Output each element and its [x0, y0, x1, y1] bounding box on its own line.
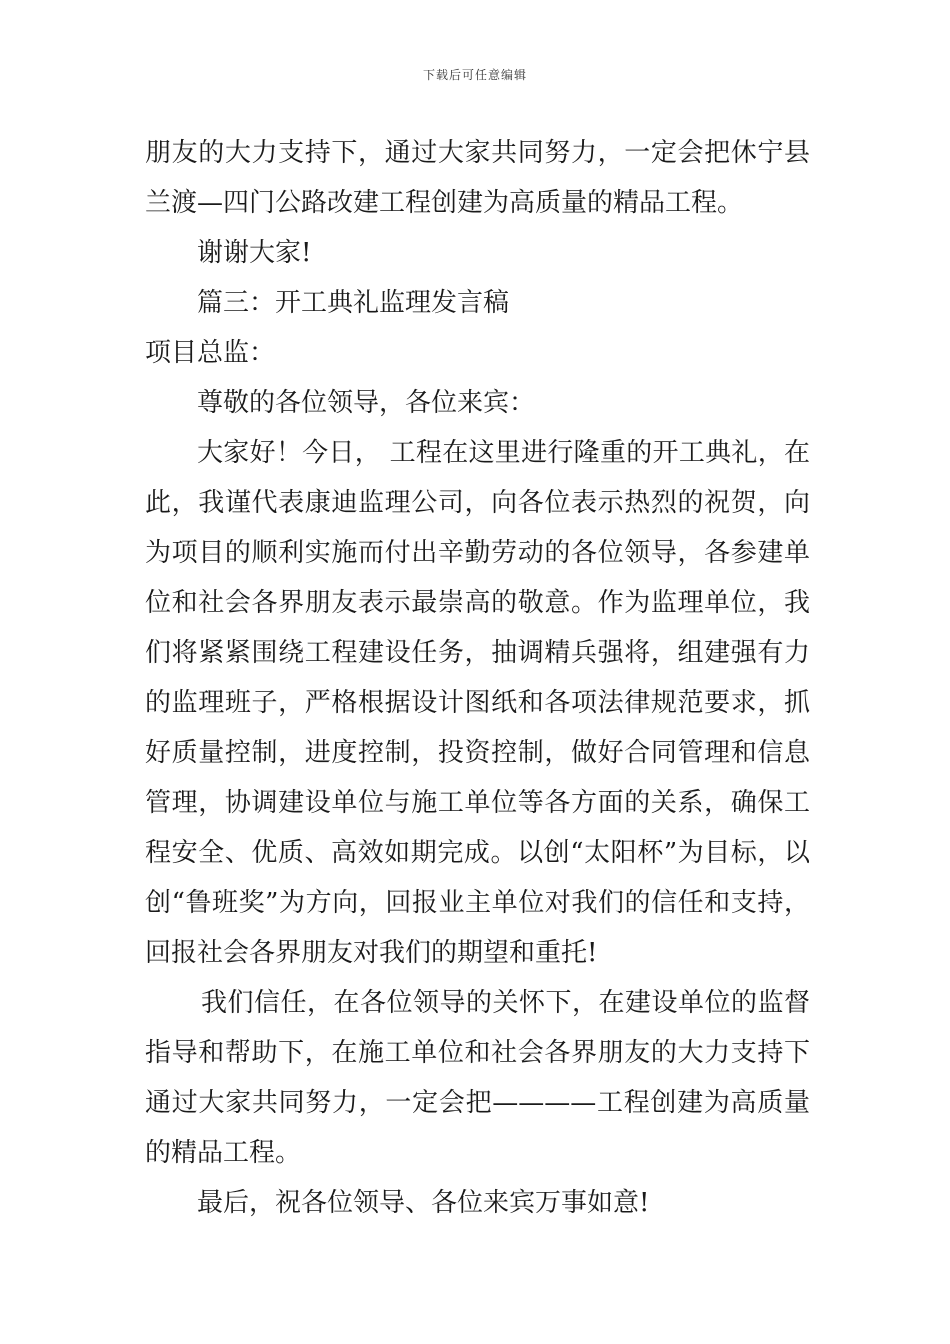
paragraph-main-speech: 大家好！今日， 工程在这里进行隆重的开工典礼，在此，我谨代表康迪监理公司，向各位表示热烈的祝贺，向为项目的顺利实施而付出辛勤劳动的各位领导，各参建单位和社会各界朋友表示最崇高的敬意。作为监理单位，我们将紧紧围绕工程建设任务，抽调精兵强将，组建强有力的监理班子，严格根据设计图纸和各项法律规范要求，抓好质量控制，进度控制，投资控制，做好合同管理和信息管理，协调建设单位与施工单位等各方面的关系，确保工程安全、优质、高效如期完成。以创“太阳杯”为目标，以创“鲁班奖”为方向，回报业主单位对我们的信任和支持，回报社会各界朋友对我们的期望和重托! [145, 438, 810, 968]
page-header-note: 下载后可任意编辑 [422, 68, 527, 82]
paragraph-closing: 最后，祝各位领导、各位来宾万事如意! [197, 1188, 650, 1218]
document-body [145, 128, 810, 1228]
speaker-label: 项目总监： [145, 338, 276, 368]
paragraph-salutation: 尊敬的各位领导，各位来宾： [197, 388, 536, 418]
paragraph-confidence: 我们信任，在各位领导的关怀下，在建设单位的监督指导和帮助下，在施工单位和社会各界朋友的大力支持下通过大家共同努力，一定会把————工程创建为高质量的精品工程。 [145, 988, 810, 1168]
section-heading: 篇三：开工典礼监理发言稿 [197, 288, 510, 318]
paragraph-thanks: 谢谢大家! [197, 238, 312, 268]
paragraph-continuation: 朋友的大力支持下，通过大家共同努力，一定会把休宁县兰渡—四门公路改建工程创建为高质量的精品工程。 [145, 138, 810, 218]
